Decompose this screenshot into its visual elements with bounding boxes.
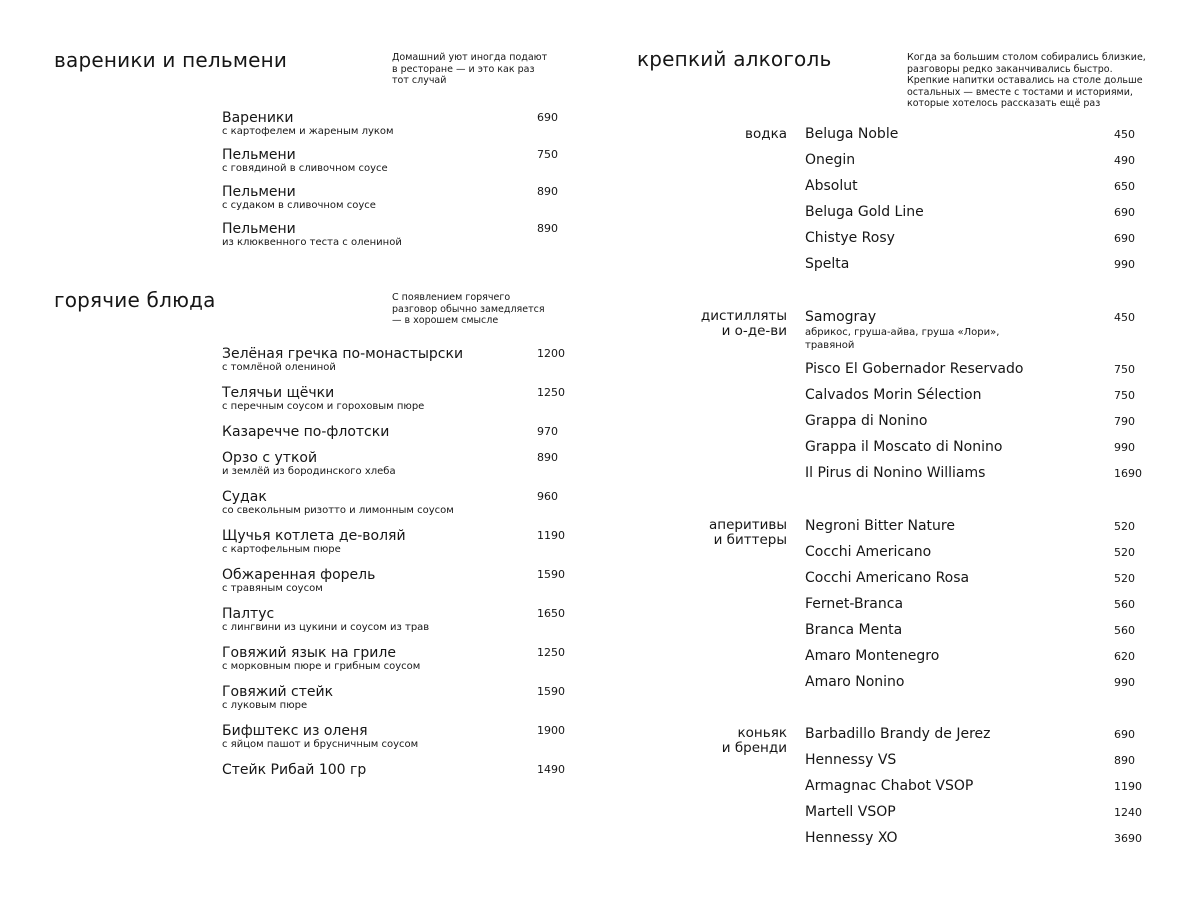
section-note-hot-dishes: С появлением горячего разговор обычно замедляется — в хорошем смысле [392, 292, 545, 326]
item-price: 750 [1114, 389, 1135, 402]
item-price: 890 [537, 451, 558, 464]
item-name: Говяжий стейк [222, 684, 334, 700]
item-price: 690 [1114, 728, 1135, 741]
item-price: 3690 [1114, 832, 1142, 845]
menu-item [222, 606, 567, 634]
item-description: с луковым пюре [222, 700, 308, 711]
item-name: Onegin [805, 152, 856, 168]
item-name: Martell VSOP [805, 804, 896, 820]
drink-item [805, 752, 1145, 769]
menu-item [222, 450, 567, 478]
item-price: 690 [1114, 206, 1135, 219]
item-price: 1690 [1114, 467, 1142, 480]
drink-item [805, 804, 1145, 821]
drink-item [805, 439, 1145, 456]
item-name: Grappa il Moscato di Nonino [805, 439, 1003, 455]
drink-item [805, 622, 1145, 639]
item-name: Казаречче по-флотски [222, 424, 390, 440]
item-description: абрикос, груша-айва, груша «Лори», травяной [805, 327, 1000, 351]
item-name: Обжаренная форель [222, 567, 376, 583]
drink-item [805, 674, 1145, 691]
section-title-dumplings: вареники и пельмени [54, 48, 288, 72]
item-name: Вареники [222, 110, 294, 126]
item-name: Hennessy VS [805, 752, 897, 768]
item-name: Телячьи щёчки [222, 385, 335, 401]
item-price: 490 [1114, 154, 1135, 167]
item-name: Hennessy XO [805, 830, 898, 846]
drink-item [805, 648, 1145, 665]
drink-item [805, 518, 1145, 535]
item-price: 1250 [537, 386, 565, 399]
item-name: Samogray [805, 309, 877, 325]
item-price: 690 [1114, 232, 1135, 245]
item-price: 1190 [537, 529, 565, 542]
drink-item [805, 361, 1145, 378]
item-description: с яйцом пашот и брусничным соусом [222, 739, 419, 750]
drink-item [805, 204, 1145, 221]
item-name: Щучья котлета де-воляй [222, 528, 406, 544]
drink-item [805, 387, 1145, 404]
item-price: 650 [1114, 180, 1135, 193]
drink-item [805, 544, 1145, 561]
item-name: Бифштекс из оленя [222, 723, 368, 739]
menu-item [222, 221, 567, 249]
menu-item [222, 723, 567, 751]
item-description: с картофелем и жареным луком [222, 126, 394, 137]
item-price: 1240 [1114, 806, 1142, 819]
section-title-spirits: крепкий алкоголь [637, 47, 832, 71]
menu-item [222, 684, 567, 712]
item-price: 970 [537, 425, 558, 438]
drink-item [805, 126, 1145, 143]
item-price: 520 [1114, 572, 1135, 585]
item-price: 1190 [1114, 780, 1142, 793]
menu-item [222, 385, 567, 413]
item-name: Armagnac Chabot VSOP [805, 778, 974, 794]
item-price: 620 [1114, 650, 1135, 663]
item-name: Grappa di Nonino [805, 413, 928, 429]
item-name: Amaro Montenegro [805, 648, 940, 664]
item-name: Branca Menta [805, 622, 903, 638]
item-price: 790 [1114, 415, 1135, 428]
item-name: Палтус [222, 606, 275, 622]
item-price: 1650 [537, 607, 565, 620]
drink-item [805, 413, 1145, 430]
drink-item [805, 726, 1145, 743]
item-name: Beluga Gold Line [805, 204, 924, 220]
item-price: 1590 [537, 685, 565, 698]
item-name: Судак [222, 489, 267, 505]
item-price: 450 [1114, 128, 1135, 141]
item-price: 520 [1114, 520, 1135, 533]
item-name: Absolut [805, 178, 858, 194]
drink-item [805, 596, 1145, 613]
drink-item [805, 152, 1145, 169]
item-name: Орзо с уткой [222, 450, 318, 466]
item-price: 990 [1114, 676, 1135, 689]
item-price: 750 [537, 148, 558, 161]
item-price: 520 [1114, 546, 1135, 559]
item-price: 450 [1114, 311, 1135, 324]
item-name: Зелёная гречка по-монастырски [222, 346, 464, 362]
menu-item [222, 346, 567, 374]
item-name: Fernet-Branca [805, 596, 904, 612]
item-price: 690 [537, 111, 558, 124]
item-name: Пельмени [222, 184, 296, 200]
menu-item [222, 528, 567, 556]
section-note-dumplings: Домашний уют иногда подают в ресторане — и это как раз тот случай [392, 52, 548, 86]
item-name: Стейк Рибай 100 гр [222, 762, 367, 778]
menu-item [222, 762, 567, 778]
item-price: 890 [1114, 754, 1135, 767]
menu-item [222, 184, 567, 212]
item-price: 890 [537, 185, 558, 198]
item-name: Пельмени [222, 221, 296, 237]
item-name: Pisco El Gobernador Reservado [805, 361, 1024, 377]
item-description: со свекольным ризотто и лимонным соусом [222, 505, 454, 516]
drink-item [805, 465, 1145, 482]
drink-item [805, 570, 1145, 587]
menu-item [222, 567, 567, 595]
item-price: 960 [537, 490, 558, 503]
item-name: Пельмени [222, 147, 296, 163]
item-description: с говядиной в сливочном соусе [222, 163, 388, 174]
item-price: 1490 [537, 763, 565, 776]
section-note-spirits: Когда за большим столом собирались близкие, разговоры редко заканчивались быстро. Крепкие напитки оставались на столе дольше остальных — вместе с тостами и историями, которые хотелось рассказать ещё раз [907, 52, 1146, 109]
menu-item [222, 645, 567, 673]
item-description: из клюквенного теста с олениной [222, 237, 402, 248]
item-description: с перечным соусом и гороховым пюре [222, 401, 425, 412]
item-description: с морковным пюре и грибным соусом [222, 661, 421, 672]
drink-item [805, 309, 1145, 352]
item-name: Spelta [805, 256, 850, 272]
menu-item [222, 424, 567, 440]
drink-item [805, 230, 1145, 247]
item-name: Amaro Nonino [805, 674, 905, 690]
item-price: 1200 [537, 347, 565, 360]
item-price: 990 [1114, 441, 1135, 454]
item-name: Il Pirus di Nonino Williams [805, 465, 986, 481]
item-name: Cocchi Americano [805, 544, 932, 560]
category-label-vodka: водка [745, 126, 787, 142]
category-label-cognac: коньяк и бренди [721, 725, 787, 756]
item-price: 1590 [537, 568, 565, 581]
item-name: Chistye Rosy [805, 230, 895, 246]
item-price: 890 [537, 222, 558, 235]
item-description: с судаком в сливочном соусе [222, 200, 376, 211]
item-name: Calvados Morin Sélection [805, 387, 982, 403]
item-name: Barbadillo Brandy de Jerez [805, 726, 991, 742]
drink-item [805, 778, 1145, 795]
item-description: и землёй из бородинского хлеба [222, 466, 396, 477]
menu-item [222, 489, 567, 517]
item-price: 990 [1114, 258, 1135, 271]
item-description: с картофельным пюре [222, 544, 341, 555]
drink-item [805, 256, 1145, 273]
item-price: 1250 [537, 646, 565, 659]
item-description: с лингвини из цукини и соусом из трав [222, 622, 430, 633]
menu-item [222, 110, 567, 138]
item-price: 1900 [537, 724, 565, 737]
item-name: Negroni Bitter Nature [805, 518, 955, 534]
section-title-hot-dishes: горячие блюда [54, 288, 216, 312]
category-label-aperitifs: аперитивы и биттеры [708, 517, 787, 548]
item-description: с травяным соусом [222, 583, 323, 594]
item-price: 750 [1114, 363, 1135, 376]
item-price: 560 [1114, 598, 1135, 611]
item-description: с томлёной олениной [222, 362, 336, 373]
drink-item [805, 178, 1145, 195]
item-price: 560 [1114, 624, 1135, 637]
menu-item [222, 147, 567, 175]
category-label-distillates: дистилляты и о-де-ви [700, 308, 787, 339]
item-name: Beluga Noble [805, 126, 899, 142]
item-name: Cocchi Americano Rosa [805, 570, 970, 586]
drink-item [805, 830, 1145, 847]
item-name: Говяжий язык на гриле [222, 645, 396, 661]
